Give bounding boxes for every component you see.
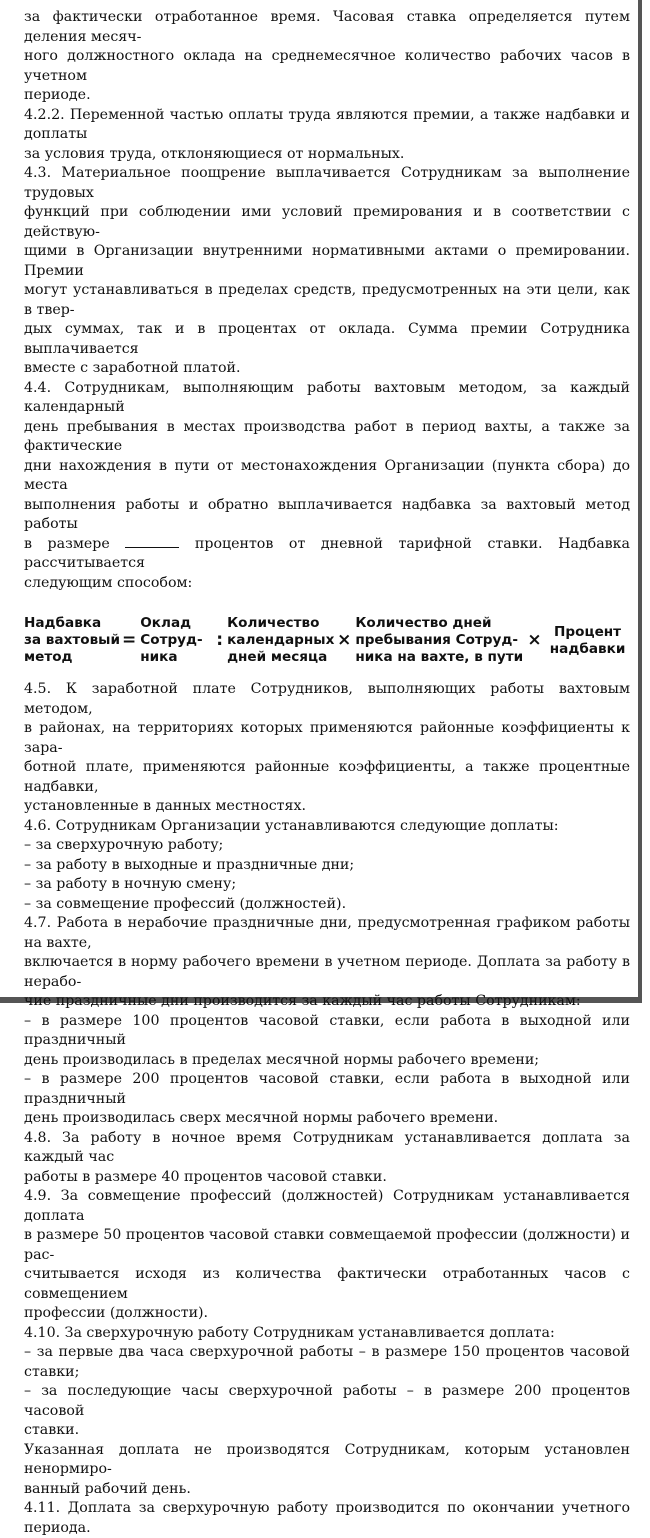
formula (24, 615, 630, 666)
text-line: чие праздничные дни производится за каждый час работы Сотрудникам: (24, 993, 581, 1009)
formula-equals-sign: = (122, 630, 137, 650)
text-line: день пребывания в местах производства работ в период вахты, а также за фактические (24, 418, 630, 454)
text-line: функций при соблюдении ими условий премирования и в соответствии с действую- (24, 204, 630, 240)
text-line: день производилась сверх месячной нормы рабочего времени. (24, 1110, 499, 1126)
text-line: – за работу в выходные и праздничные дни; (24, 856, 355, 873)
text-line: 4.9. За совмещение профессий (должностей) Сотрудникам устанавливается доплата (24, 1188, 630, 1224)
formula-divide-sign: : (216, 630, 224, 650)
text-line: следующим способом: (24, 574, 193, 591)
formula-multiply-sign: × (337, 630, 352, 650)
text-line: в районах, на территориях которых применяются районные коэффициенты к зара- (24, 720, 630, 756)
text-line: включается в норму рабочего времени в учетном периоде. Доплата за работу в нерабо- (24, 954, 630, 990)
text-line: – за сверхурочную работу; (24, 837, 224, 853)
text-line: выполнения работы и обратно выплачивается надбавка за вахтовый метод работы (24, 496, 630, 532)
text-line: щими в Организации внутренними нормативными актами о премировании. Премии (24, 243, 630, 279)
text-line: – за первые два часа сверхурочной работы – в размере 150 процентов часовой ставки; (24, 1344, 630, 1380)
text-line: за фактически отработанное время. Часовая ставка определяется путем деления месяч- (24, 9, 630, 45)
text-line: 4.11. Доплата за сверхурочную работу производится по окончании учетного периода. (24, 1500, 630, 1536)
text-line: 4.3. Материальное поощрение выплачивается Сотрудникам за выполнение трудовых (24, 165, 630, 201)
text-line: – в размере 200 процентов часовой ставки, если работа в выходной или праздничный (24, 1071, 630, 1107)
text-line: 4.6. Сотрудникам Организации устанавливаются следующие доплаты: (24, 817, 559, 834)
text-line: ставки. (24, 1422, 80, 1438)
text-line: в размере 50 процентов часовой ставки совмещаемой профессии (должности) и рас- (24, 1227, 630, 1263)
text-line: в размере процентов от дневной тарифной ставки. Надбавка рассчитывается (24, 535, 630, 571)
text-line: ванный рабочий день. (24, 1480, 191, 1497)
text-line: 4.8. За работу в ночное время Сотрудникам устанавливается доплата за каждый час (24, 1129, 630, 1165)
text-block-top (24, 8, 630, 535)
formula-term-salary: Оклад Сотруд- ника (140, 615, 203, 665)
text-line: ного должностного оклада на среднемесячное количество рабочих часов в учетном (24, 48, 630, 84)
formula-term-calendar-days: Количество календарных дней месяца (227, 615, 335, 665)
formula-term-bonus: Надбавка за вахтовый метод (24, 615, 120, 665)
fill-in-blank (125, 535, 179, 548)
text-line: Указанная доплата не производятся Сотрудникам, которым установлен ненормиро- (24, 1441, 630, 1477)
text-line: – за работу в ночную смену; (24, 876, 237, 892)
text-line: день производилась в пределах месячной нормы рабочего времени; (24, 1051, 540, 1068)
formula-multiply-sign: × (527, 630, 542, 650)
text-line: 4.2.2. Переменной частью оплаты труда являются премии, а также надбавки и доплаты (24, 106, 630, 142)
document-text (24, 8, 630, 1538)
text-line: – за совмещение профессий (должностей). (24, 895, 347, 912)
text-line: – за последующие часы сверхурочной работы – в размере 200 процентов часовой (24, 1383, 630, 1419)
text-line: работы в размере 40 процентов часовой ставки. (24, 1168, 387, 1185)
text-line: 4.5. К заработной плате Сотрудников, выполняющих работы вахтовым методом, (24, 681, 630, 717)
text-line: за условия труда, отклоняющиеся от нормальных. (24, 145, 405, 162)
text-line: – в размере 100 процентов часовой ставки, если работа в выходной или праздничный (24, 1012, 630, 1048)
text-line: профессии (должности). (24, 1305, 209, 1321)
formula-term-percent: Процент надбавки (549, 623, 626, 657)
text-line: могут устанавливаться в пределах средств, предусмотренных на эти цели, как в твер- (24, 282, 630, 318)
text-line: 4.10. За сверхурочную работу Сотрудникам устанавливается доплата: (24, 1324, 555, 1341)
text-line: считывается исходя из количества фактически отработанных часов с совмещением (24, 1266, 630, 1302)
text-line: дни нахождения в пути от местонахождения Организации (пункта сбора) до места (24, 457, 630, 493)
text-line: установленные в данных местностях. (24, 798, 306, 814)
text-line: ботной плате, применяются районные коэффициенты, а также процентные надбавки, (24, 759, 630, 795)
text-line: 4.4. Сотрудникам, выполняющим работы вахтовым методом, за каждый календарный (24, 379, 630, 415)
text-line: дых суммах, так и в процентах от оклада. Сумма премии Сотрудника выплачивается (24, 321, 630, 357)
text-line: периоде. (24, 87, 91, 103)
text-block-bottom (24, 680, 630, 1538)
formula-term-shift-days: Количество дней пребывания Сотруд- ника на вахте, в пути (355, 615, 524, 665)
text-line: 4.7. Работа в нерабочие праздничные дни, предусмотренная графиком работы на вахте, (24, 915, 630, 951)
text-line: вместе с заработной платой. (24, 360, 241, 376)
